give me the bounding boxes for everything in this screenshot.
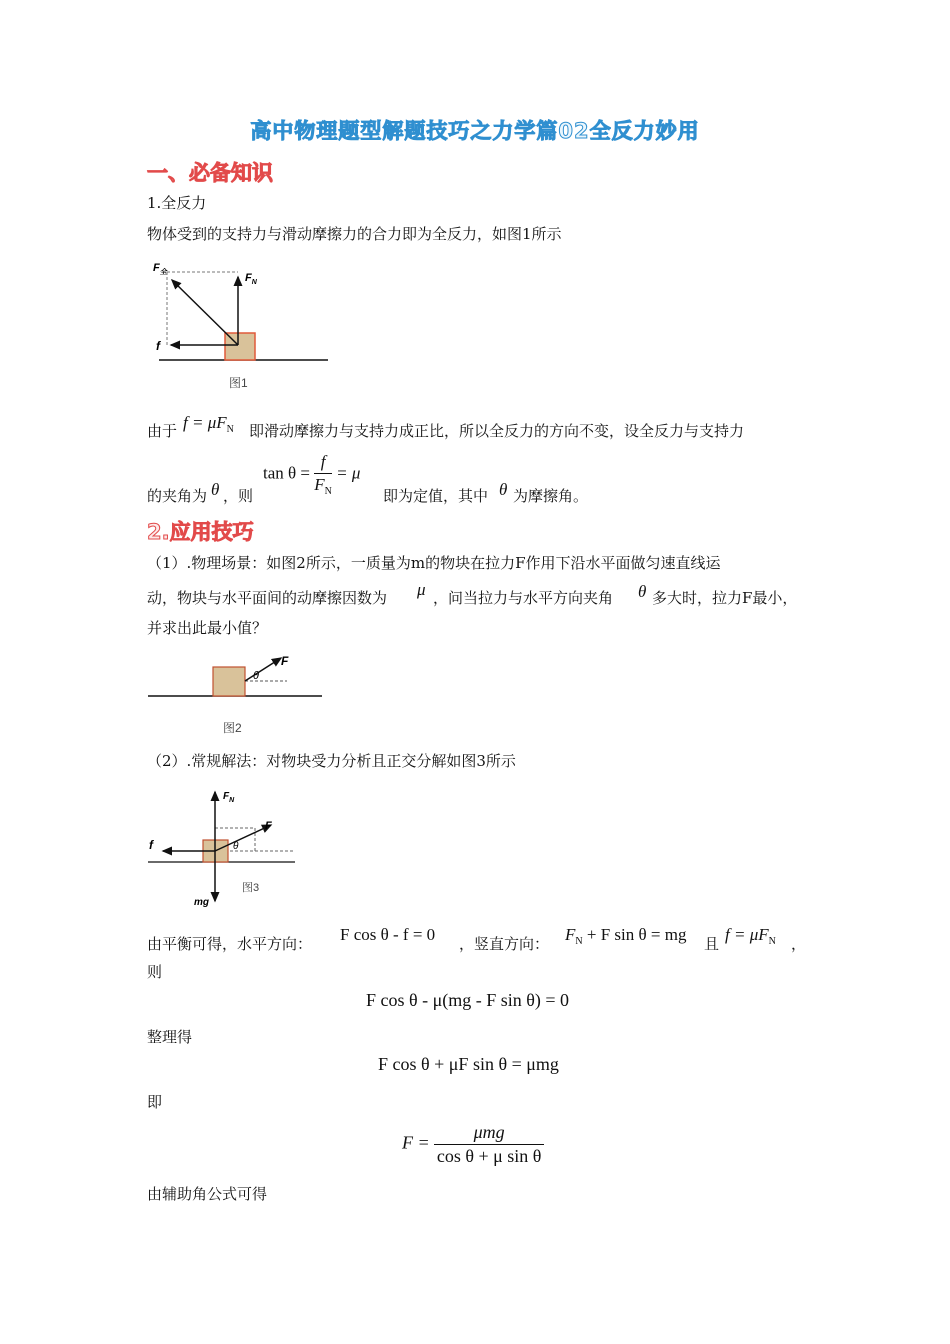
math-equation-2: F cos θ + μF sin θ = μmg [378,1054,559,1074]
fig3-fn-label: F [223,791,230,802]
math-horizontal-eq: F cos θ - f = 0 [340,925,436,944]
math-equation-3: F = $\frac{\text{μmg}}{\text{cos θ + μ sin θ}}$ [402,1122,544,1167]
fig1-fq-sub: 全 [159,269,167,276]
paragraph-2-line2-c: 即为定值，其中 [383,487,489,505]
svg-text:F全 [153,262,168,276]
fig3-mg-label: mg [194,897,209,908]
math-theta-3: θ [638,582,647,601]
subheading-1: 1.全反力 [147,194,207,212]
fig1-caption: 图1 [229,376,248,390]
fig3-fn-sub: N [229,797,235,804]
math-f-mu-fn: $f = \mu F_N$ [725,925,776,947]
fig3-caption: 图3 [242,882,260,894]
math-tan-theta: tan θ = $\frac{f}{F_N}$ = μ [263,452,361,497]
fig3-theta-label: θ [233,841,239,852]
label-fuzhu: 由辅助角公式可得 [147,1185,268,1203]
question-1-line1: （1）.物理场景：如图2所示，一质量为m的物块在拉力F作用下沿水平面做匀速直线运 [147,554,721,572]
fig1-f-label: f [156,339,160,353]
fig2-f-label: F [281,654,289,668]
paragraph-2-mid: 即滑动摩擦力与支持力成正比，所以全反力的方向不变，设全反力与支持力 [249,422,745,440]
math-theta-2: θ [499,480,508,499]
fig1-fn-label: F [245,272,252,284]
question-1-line2-a: 动，物块与水平面间的动摩擦因数为 [147,589,388,607]
math-f-eq-mufn: $f = \mu F_N$ [183,413,234,435]
fig3-F-label: F [265,820,272,832]
question-1-line3: 并求出此最小值？ [147,619,268,637]
fig1-fq-label: F [153,262,160,274]
equilibrium-text-d: ， [791,935,807,953]
question-2: （2）.常规解法：对物块受力分析且正交分解如图3所示 [147,752,516,770]
math-equation-1: F cos θ - μ(mg - F sin θ) = 0 [366,990,570,1010]
math-mu-1: μ [417,580,426,599]
math-vertical-eq: $F_N + F$ sin θ = mg [565,925,687,947]
section-heading-1: 一、必备知识 [147,161,273,185]
equilibrium-text-a: 由平衡可得，水平方向： [147,935,313,953]
fig1-fn-sub: N [251,279,257,286]
paragraph-2-line2-d: 为摩擦角。 [513,487,589,505]
figure-2 [145,650,330,740]
label-ji: 即 [147,1093,163,1111]
equilibrium-text-b: ，竖直方向： [459,935,550,953]
question-1-line2-b: ，问当拉力与水平方向夹角 [433,589,614,607]
fig3-f-label: f [149,838,153,852]
section-heading-2: 2.应用技巧 [147,520,254,544]
svg-text:FN [245,272,258,286]
figure-1 [145,255,340,395]
svg-text:FN [223,791,235,804]
fig2-theta-label: θ [253,670,259,682]
question-1-line2-c: 多大时，拉力F最小， [652,589,798,607]
fig2-caption: 图2 [223,721,242,735]
figure-3 [145,783,305,913]
paragraph-1: 物体受到的支持力与滑动摩擦力的合力即为全反力，如图1所示 [147,225,562,243]
paragraph-2-line2-a: 的夹角为 [147,487,208,505]
math-theta-1: θ [211,480,220,499]
equilibrium-text-e: 则 [147,963,163,981]
equilibrium-text-c: 且 [704,935,720,953]
paragraph-2-line2-b: ，则 [223,487,254,505]
paragraph-2-prefix: 由于 [147,422,178,440]
page-title: 高中物理题型解题技巧之力学篇02全反力妙用 [250,119,700,143]
label-zhengli: 整理得 [147,1028,193,1046]
